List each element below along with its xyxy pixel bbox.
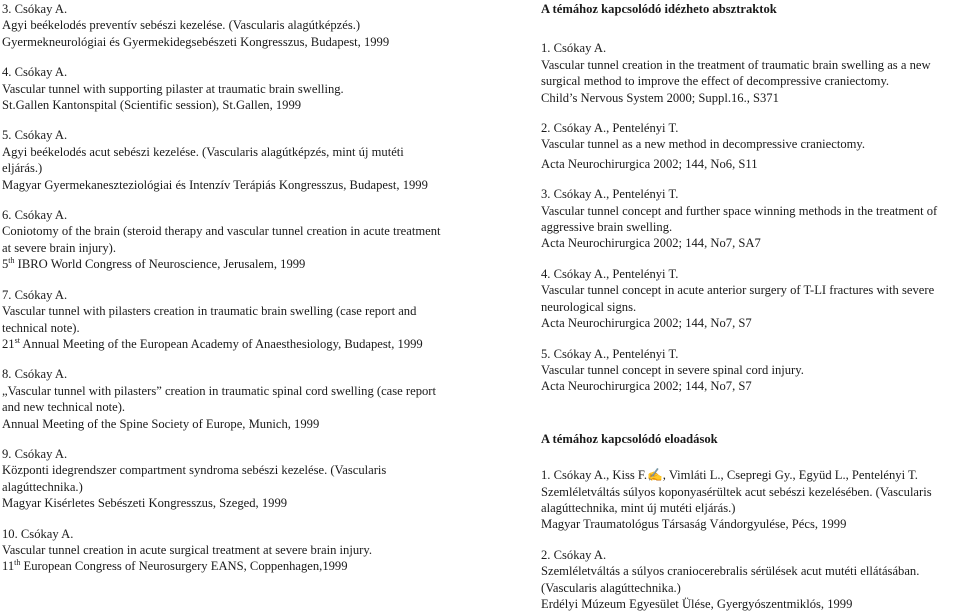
entry-title: Agyi beékelodés preventív sebészi kezelése. (Vascularis alagútképzés.) [2, 18, 361, 33]
entry-author: 3. Csókay A. [2, 2, 68, 16]
entry-source: Acta Neurochirurgica 2002; 144, No7, S7 [541, 379, 752, 394]
entry-venue: St.Gallen Kantonspital (Scientific session), St.Gallen, 1999 [2, 98, 302, 113]
entry-source: Acta Neurochirurgica 2002; 144, No7, S7 [541, 316, 752, 331]
entry-title: Vascular tunnel with pilasters creation in traumatic brain swelling (case report and technical note). [2, 304, 417, 335]
entry-title: Agyi beékelodés acut sebészi kezelése. (Vascularis alagútképzés, mint új mutéti eljárás.) [2, 144, 404, 176]
abstract-entry-2 [541, 120, 959, 172]
right-column [541, 1, 959, 612]
abstracts-heading: A témához kapcsolódó idézheto absztraktok [541, 2, 777, 16]
entry-venue: 5th IBRO World Congress of Neuroscience, Jerusalem, 1999 [2, 256, 306, 272]
reference-entry-9 [2, 446, 442, 512]
entry-source: Acta Neurochirurgica 2002; 144, No7, SA7 [541, 236, 761, 251]
entry-author: 2. Csókay A. [541, 547, 607, 562]
entry-author: 1. Csókay A., Kiss F.✍, Vimláti L., Csepregi Gy., Együd L., Pentelényi T. [541, 468, 918, 483]
entry-author: 8. Csókay A. [2, 367, 68, 382]
entry-title: Coniotomy of the brain (steroid therapy and vascular tunnel creation in acute treatment at severe brain injury). [2, 224, 441, 255]
entry-author: 5. Csókay A. [2, 128, 68, 143]
entry-author: 7. Csókay A. [2, 287, 68, 302]
entry-venue: Magyar Kisérletes Sebészeti Kongresszus, Szeged, 1999 [2, 496, 288, 511]
entry-title: Szemléletváltás a súlyos craniocerebralis sérülések acut mutéti ellátásában. (Vascularis alagúttechnika.) [541, 564, 920, 595]
left-column [2, 1, 442, 575]
entry-venue: 21st Annual Meeting of the European Academy of Anaesthesiology, Budapest, 1999 [2, 335, 423, 351]
entry-title: Központi idegrendszer compartment syndroma sebészi kezelése. (Vascularis alagúttechnika.) [2, 463, 387, 494]
entry-author: 6. Csókay A. [2, 208, 68, 223]
entry-source: Acta Neurochirurgica 2002; 144, No6, S11 [541, 156, 758, 171]
entry-venue: Magyar Traumatológus Társaság Vándorgyulése, Pécs, 1999 [541, 517, 847, 532]
entry-author: 2. Csókay A., Pentelényi T. [541, 121, 679, 136]
reference-entry-8 [2, 366, 442, 432]
entry-author: 4. Csókay A. [2, 65, 68, 80]
entry-title: Vascular tunnel with supporting pilaster at traumatic brain swelling. [2, 81, 344, 96]
entry-venue: Gyermekneurológiai és Gyermekidegsebészeti Kongresszus, Budapest, 1999 [2, 34, 390, 49]
lecture-entry-2 [541, 547, 959, 612]
entry-author: 5. Csókay A., Pentelényi T. [541, 346, 679, 361]
abstract-entry-5 [541, 346, 959, 395]
entry-venue: Erdélyi Múzeum Egyesület Ülése, Gyergyószentmiklós, 1999 [541, 596, 853, 611]
abstract-entry-1 [541, 40, 959, 106]
entry-author: 4. Csókay A., Pentelényi T. [541, 266, 679, 281]
entry-author: 3. Csókay A., Pentelényi T. [541, 187, 679, 202]
reference-entry-3 [2, 1, 442, 50]
reference-entry-4 [2, 64, 442, 113]
entry-venue: Annual Meeting of the Spine Society of Europe, Munich, 1999 [2, 416, 320, 431]
entry-title: Szemléletváltás súlyos koponyasérültek acut sebészi kezelésében. (Vascularis alagúttechnika, mint új mutéti eljárás.) [541, 484, 932, 515]
entry-title: Vascular tunnel concept and further space winning methods in the treatment of aggressive brain swelling. [541, 203, 938, 235]
entry-title: Vascular tunnel creation in the treatment of traumatic brain swelling as a new surgical method to improve the effect of decompressive craniectomy. [541, 57, 931, 89]
entry-title: Vascular tunnel concept in severe spinal cord injury. [541, 362, 804, 377]
reference-entry-6 [2, 207, 442, 273]
entry-venue: Magyar Gyermekaneszteziológiai és Intenzív Terápiás Kongresszus, Budapest, 1999 [2, 177, 428, 192]
entry-title: Vascular tunnel concept in acute anterior surgery of T-LI fractures with severe neurological signs. [541, 283, 935, 314]
entry-source: Child’s Nervous System 2000; Suppl.16., S371 [541, 90, 779, 105]
abstract-entry-4 [541, 266, 959, 332]
entry-author: 1. Csókay A. [541, 41, 607, 56]
entry-title: Vascular tunnel as a new method in decompressive craniectomy. [541, 137, 866, 152]
entry-title: Vascular tunnel creation in acute surgical treatment at severe brain injury. [2, 542, 372, 557]
abstract-entry-3 [541, 186, 959, 252]
entry-venue: 11th European Congress of Neurosurgery EANS, Coppenhagen,1999 [2, 558, 348, 574]
reference-entry-7 [2, 287, 442, 353]
entry-title: „Vascular tunnel with pilasters” creation in traumatic spinal cord swelling (case report and new technical note). [2, 383, 436, 415]
lecture-entry-1 [541, 467, 959, 533]
lectures-heading: A témához kapcsolódó eloadások [541, 431, 718, 446]
reference-entry-5 [2, 127, 442, 193]
reference-entry-10 [2, 526, 442, 575]
entry-author: 9. Csókay A. [2, 446, 68, 461]
entry-author: 10. Csókay A. [2, 526, 74, 541]
